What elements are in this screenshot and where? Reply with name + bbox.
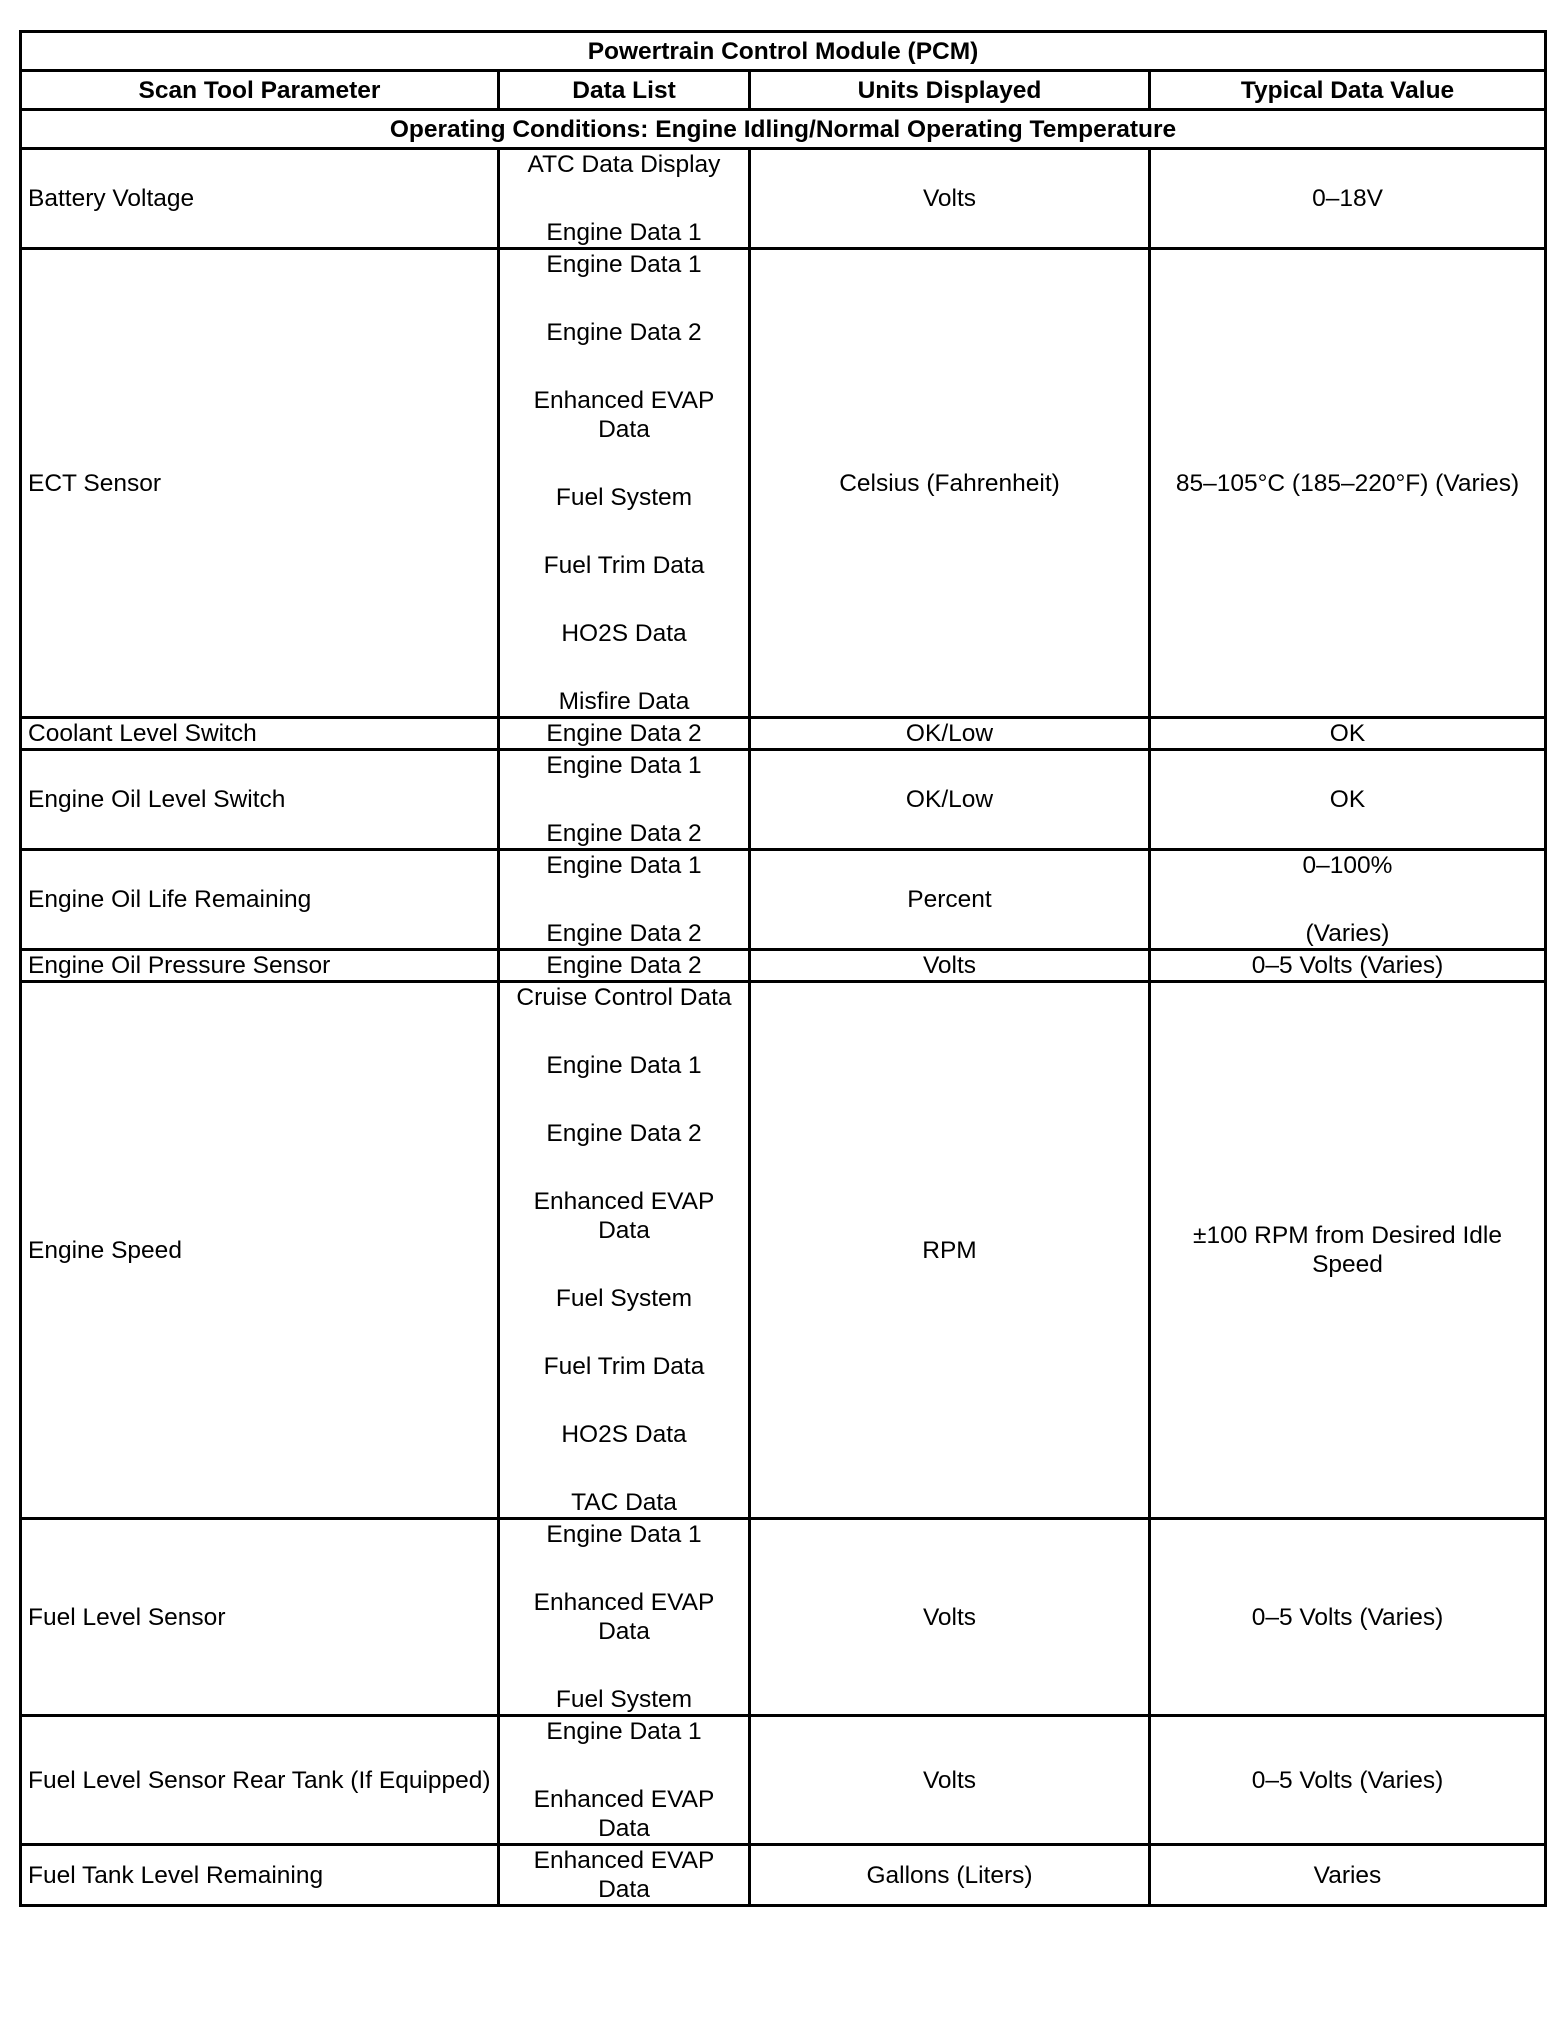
units-displayed: RPM xyxy=(750,982,1150,1519)
scan-tool-parameter: Fuel Tank Level Remaining xyxy=(21,1845,499,1906)
units-displayed: Gallons (Liters) xyxy=(750,1845,1150,1906)
typical-data-value xyxy=(1150,982,1546,1519)
typical-data-value xyxy=(1150,718,1546,750)
data-list-cell xyxy=(499,1716,750,1845)
scan-tool-parameter: Fuel Level Sensor xyxy=(21,1519,499,1716)
table-row xyxy=(21,149,1546,249)
data-list-cell xyxy=(499,1519,750,1716)
header-typical-data-value: Typical Data Value xyxy=(1150,71,1546,110)
data-list-cell xyxy=(499,982,750,1519)
units-displayed: Volts xyxy=(750,1716,1150,1845)
data-list-item: Fuel System xyxy=(555,1686,693,1713)
typical-value-line: 0–100% xyxy=(1302,852,1393,879)
units-displayed: Percent xyxy=(750,850,1150,950)
typical-data-value xyxy=(1150,249,1546,718)
typical-value-line: 85–105°C (185–220°F) (Varies) xyxy=(1175,469,1520,497)
scan-tool-parameter: Engine Speed xyxy=(21,982,499,1519)
table-row xyxy=(21,850,1546,950)
data-list-cell xyxy=(499,249,750,718)
data-list-cell xyxy=(499,149,750,249)
data-list-item: Enhanced EVAP Data xyxy=(533,1188,715,1244)
header-units-displayed: Units Displayed xyxy=(750,71,1150,110)
data-list-item: Enhanced EVAP Data xyxy=(533,387,715,443)
data-list-item: Engine Data 1 xyxy=(546,752,702,779)
typical-data-value xyxy=(1150,950,1546,982)
table-row xyxy=(21,750,1546,850)
typical-value-line: 0–18V xyxy=(1312,185,1383,212)
typical-data-value xyxy=(1150,149,1546,249)
scan-tool-parameter: Fuel Level Sensor Rear Tank (If Equipped) xyxy=(21,1716,499,1845)
data-list-item: Engine Data 2 xyxy=(546,952,702,979)
units-displayed: OK/Low xyxy=(750,718,1150,750)
header-scan-tool-parameter: Scan Tool Parameter xyxy=(21,71,499,110)
data-list-item: Engine Data 2 xyxy=(546,319,702,346)
data-list-item: Misfire Data xyxy=(558,688,690,715)
data-list-item: TAC Data xyxy=(571,1489,677,1516)
typical-value-line: OK xyxy=(1329,786,1366,813)
data-list-cell xyxy=(499,750,750,850)
typical-data-value xyxy=(1150,1519,1546,1716)
typical-value-line: Varies xyxy=(1313,1861,1382,1889)
data-list-cell xyxy=(499,718,750,750)
typical-data-value xyxy=(1150,850,1546,950)
operating-conditions: Operating Conditions: Engine Idling/Normal Operating Temperature xyxy=(21,110,1546,149)
data-list-item: HO2S Data xyxy=(561,620,687,647)
units-displayed: Celsius (Fahrenheit) xyxy=(750,249,1150,718)
data-list-item: Fuel Trim Data xyxy=(543,552,705,579)
typical-value-line: OK xyxy=(1329,720,1366,747)
data-list-item: Engine Data 2 xyxy=(546,820,702,847)
data-list-item: Fuel System xyxy=(555,1285,693,1312)
units-displayed: Volts xyxy=(750,1519,1150,1716)
data-list-item: Enhanced EVAP Data xyxy=(533,1847,715,1903)
units-displayed: Volts xyxy=(750,149,1150,249)
typical-value-line: ±100 RPM from Desired Idle Speed xyxy=(1193,1222,1502,1278)
data-list-item: Fuel System xyxy=(555,484,693,511)
data-list-item: Engine Data 2 xyxy=(546,920,702,947)
data-list-item: Engine Data 1 xyxy=(546,1521,702,1548)
pcm-data-table xyxy=(19,30,1547,1907)
scan-tool-parameter: Engine Oil Pressure Sensor xyxy=(21,950,499,982)
data-list-item: Engine Data 1 xyxy=(546,219,702,246)
table-row xyxy=(21,718,1546,750)
scan-tool-parameter: Battery Voltage xyxy=(21,149,499,249)
table-row xyxy=(21,1519,1546,1716)
scan-tool-parameter: Engine Oil Life Remaining xyxy=(21,850,499,950)
typical-value-line: 0–5 Volts (Varies) xyxy=(1251,1603,1444,1631)
data-list-cell xyxy=(499,1845,750,1906)
typical-value-line: 0–5 Volts (Varies) xyxy=(1251,952,1444,979)
data-list-item: Fuel Trim Data xyxy=(543,1353,705,1380)
data-list-item: Cruise Control Data xyxy=(516,984,732,1011)
scan-tool-parameter: Coolant Level Switch xyxy=(21,718,499,750)
units-displayed: OK/Low xyxy=(750,750,1150,850)
data-list-cell xyxy=(499,950,750,982)
data-list-item: Engine Data 1 xyxy=(546,251,702,278)
table-caption: Powertrain Control Module (PCM) xyxy=(21,32,1546,71)
typical-value-line: (Varies) xyxy=(1305,920,1390,947)
data-list-item: Enhanced EVAP Data xyxy=(533,1589,715,1645)
data-list-item: Engine Data 1 xyxy=(546,852,702,879)
data-list-item: Engine Data 2 xyxy=(546,1120,702,1147)
table-row xyxy=(21,1716,1546,1845)
data-list-item: HO2S Data xyxy=(561,1421,687,1448)
typical-value-line: 0–5 Volts (Varies) xyxy=(1251,1766,1444,1794)
typical-data-value xyxy=(1150,1716,1546,1845)
header-data-list: Data List xyxy=(499,71,750,110)
table-row xyxy=(21,1845,1546,1906)
data-list-item: Engine Data 1 xyxy=(546,1052,702,1079)
typical-data-value xyxy=(1150,750,1546,850)
data-list-item: Engine Data 2 xyxy=(546,720,702,747)
typical-data-value xyxy=(1150,1845,1546,1906)
data-list-item: Enhanced EVAP Data xyxy=(533,1786,715,1842)
data-list-cell xyxy=(499,850,750,950)
units-displayed: Volts xyxy=(750,950,1150,982)
table-row xyxy=(21,950,1546,982)
scan-tool-parameter: ECT Sensor xyxy=(21,249,499,718)
scan-tool-parameter: Engine Oil Level Switch xyxy=(21,750,499,850)
data-list-item: ATC Data Display xyxy=(527,151,721,178)
table-row xyxy=(21,982,1546,1519)
table-row xyxy=(21,249,1546,718)
data-list-item: Engine Data 1 xyxy=(546,1718,702,1745)
